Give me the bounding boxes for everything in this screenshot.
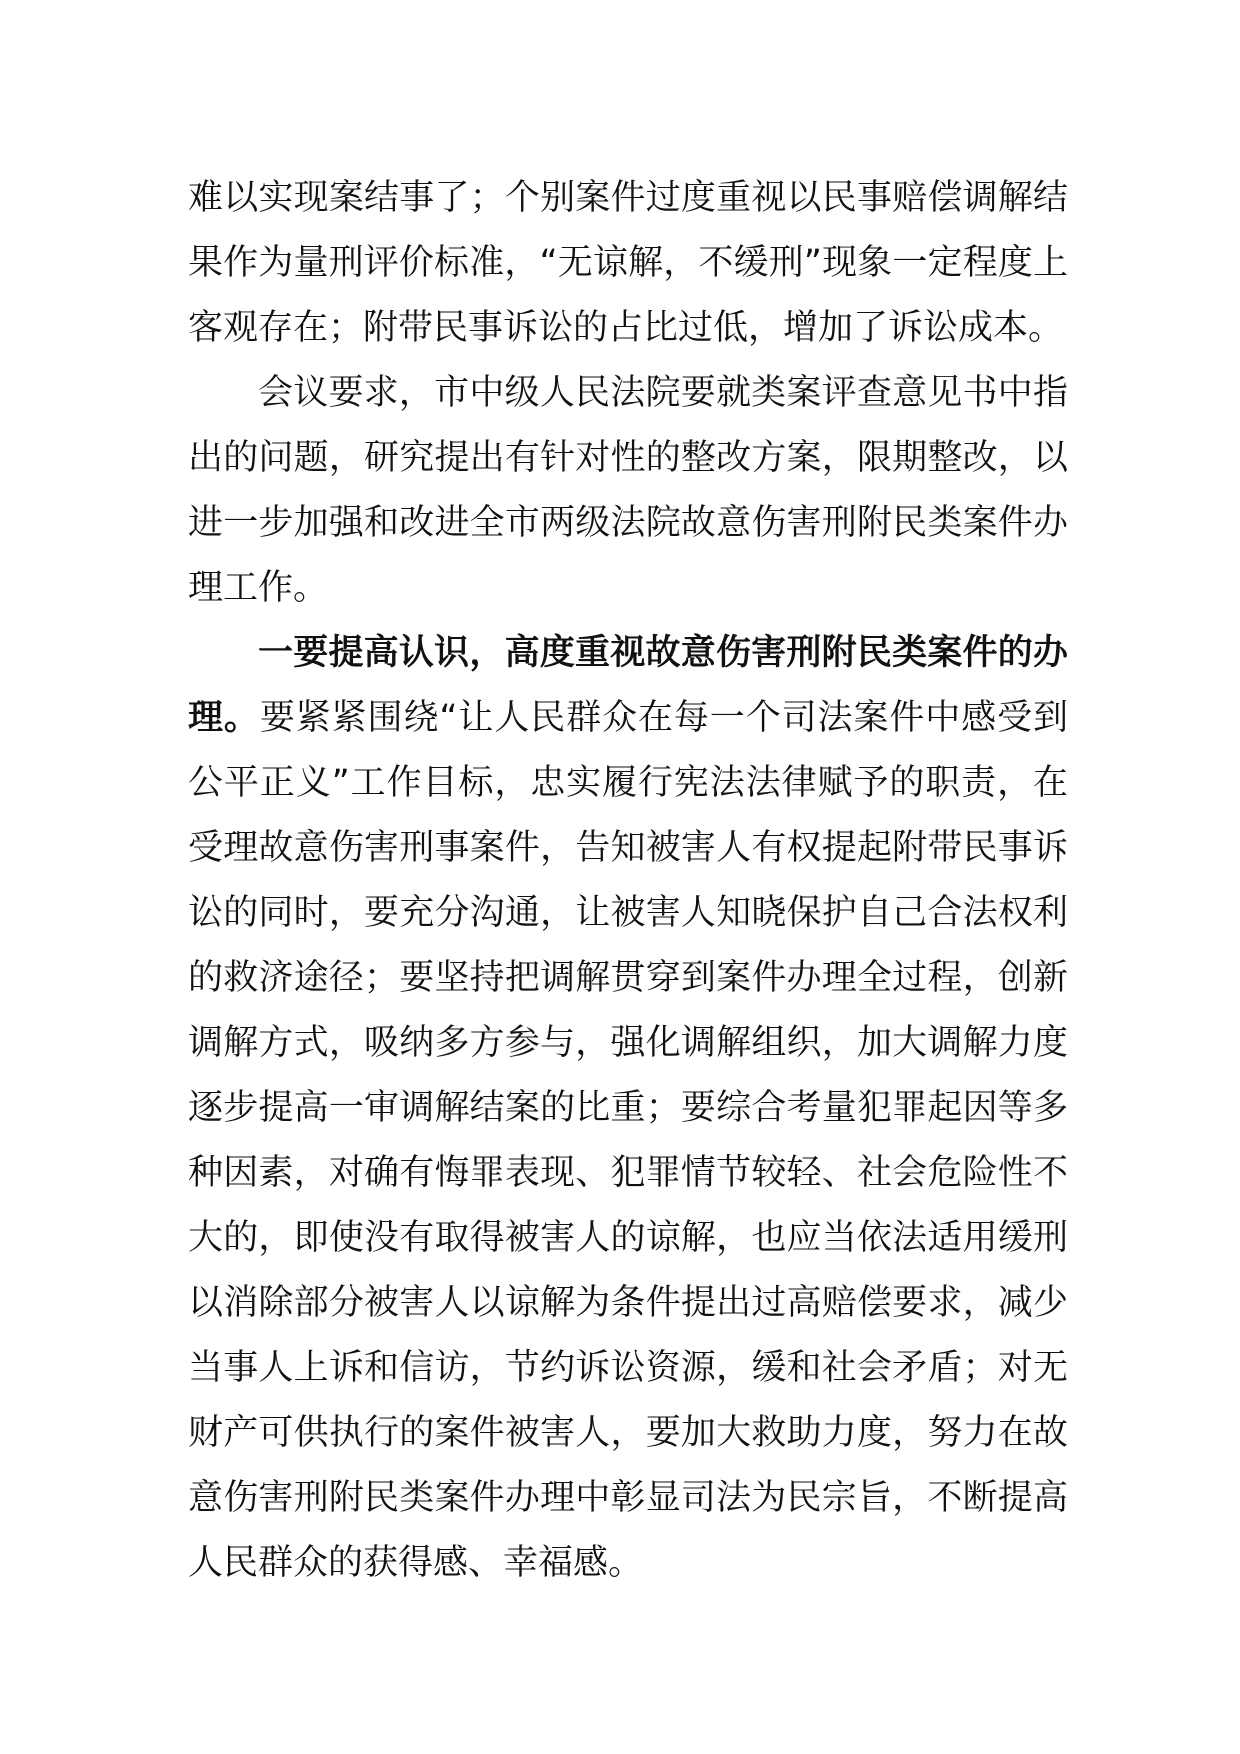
document-body (188, 166, 1068, 1596)
point-one-heading: 一要提高认识，高度重视故意伤害刑附民类案件的办理。 (188, 633, 1068, 738)
paragraph-meeting-requirement: 会议要求，市中级人民法院要就类案评查意见书中指出的问题，研究提出有针对性的整改方案，限期整改，以进一步加强和改进全市两级法院故意伤害刑附民类案件办理工作。 (188, 373, 1068, 608)
point-one-body: 要紧紧围绕“让人民群众在每一个司法案件中感受到公平正义”工作目标，忠实履行宪法法律赋予的职责，在受理故意伤害刑事案件，告知被害人有权提起附带民事诉讼的同时，要充分沟通，让被害人知晓保护自己合法权利的救济途径；要坚持把调解贯穿到案件办理全过程，创新调解方式，吸纳多方参与，强化调解组织，加大调解力度逐步提高一审调解结案的比重；要综合考量犯罪起因等多种因素，对确有悔罪表现、犯罪情节较轻、社会危险性不大的，即使没有取得被害人的谅解，也应当依法适用缓刑以消除部分被害人以谅解为条件提出过高赔偿要求，减少当事人上诉和信访，节约诉讼资源，缓和社会矛盾；对无财产可供执行的案件被害人，要加大救助力度，努力在故意伤害刑附民类案件办理中彰显司法为民宗旨，不断提高人民群众的获得感、幸福感。 (188, 698, 1068, 1583)
paragraph-continuation: 难以实现案结事了；个别案件过度重视以民事赔偿调解结果作为量刑评价标准，“无谅解，不缓刑”现象一定程度上客观存在；附带民事诉讼的占比过低，增加了诉讼成本。 (188, 178, 1068, 348)
paragraph-point-one (188, 621, 1068, 1596)
